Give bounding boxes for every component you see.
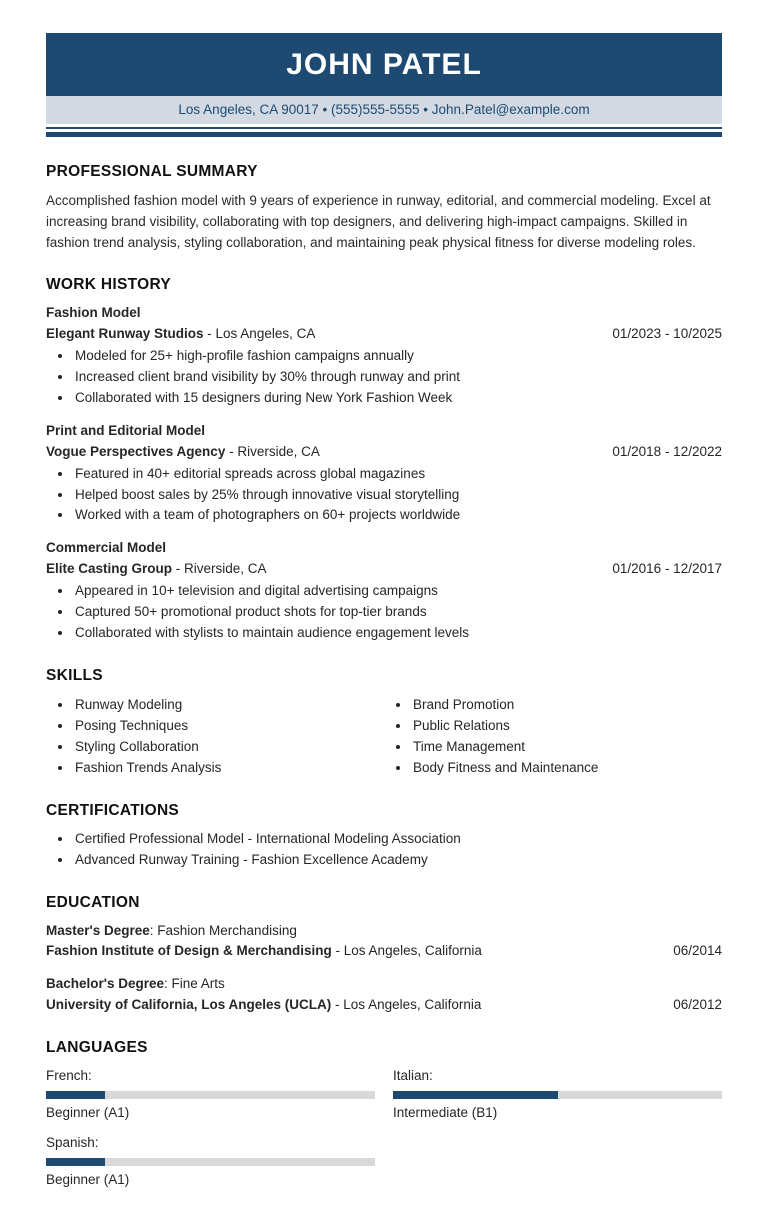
language-progress-fill xyxy=(46,1158,105,1166)
company-location: - Riverside, CA xyxy=(172,561,267,577)
skill-item: • Fashion Trends Analysis xyxy=(73,758,384,779)
language-progress-track xyxy=(46,1091,375,1099)
section-title-education: EDUCATION xyxy=(46,893,140,911)
job-company xyxy=(46,559,267,580)
job-role: Print and Editorial Model xyxy=(46,422,206,438)
education-entry xyxy=(46,921,722,963)
school-location: - Los Angeles, California xyxy=(331,997,482,1013)
skill-item: • Styling Collaboration xyxy=(73,737,384,758)
job-company xyxy=(46,442,320,463)
school-location: - Los Angeles, California xyxy=(331,943,482,959)
degree-field: : Fashion Merchandising xyxy=(149,922,297,938)
language-item xyxy=(46,1066,375,1124)
job-company-line xyxy=(46,442,722,463)
school-name: University of California, Los Angeles (UCLA) xyxy=(46,997,332,1013)
company-name: Vogue Perspectives Agency xyxy=(46,443,226,459)
education-date: 06/2012 xyxy=(673,997,722,1013)
job-role: Commercial Model xyxy=(46,540,167,556)
company-name: Elite Casting Group xyxy=(46,561,173,577)
contact-line: Los Angeles, CA 90017 • (555)555-5555 • John.Patel@example.com xyxy=(46,96,722,124)
education-degree-line xyxy=(46,921,722,942)
job-bullets xyxy=(73,346,722,409)
skills-column-left xyxy=(73,695,384,779)
skill-item: • Body Fitness and Maintenance xyxy=(411,758,722,779)
person-name: JOHN PATEL xyxy=(286,48,482,81)
education-entry xyxy=(46,974,722,1016)
job-bullet: • Appeared in 10+ television and digital advertising campaigns xyxy=(73,581,722,602)
skill-item: • Brand Promotion xyxy=(411,695,722,716)
language-progress-track xyxy=(393,1091,722,1099)
job-bullets xyxy=(73,581,722,644)
job-bullet: • Modeled for 25+ high-profile fashion campaigns annually xyxy=(73,346,722,367)
language-item xyxy=(393,1066,722,1124)
skill-item: • Runway Modeling xyxy=(73,695,384,716)
name-banner xyxy=(46,33,722,96)
job-entry xyxy=(46,538,722,644)
job-dates: 01/2016 - 12/2017 xyxy=(612,561,722,577)
certification-list xyxy=(73,829,722,871)
language-progress-track xyxy=(46,1158,375,1166)
education-school xyxy=(46,941,482,962)
language-level: Intermediate (B1) xyxy=(393,1105,498,1121)
skill-item: • Time Management xyxy=(411,737,722,758)
job-bullet: • Featured in 40+ editorial spreads across global magazines xyxy=(73,464,722,485)
language-name: French: xyxy=(46,1068,92,1084)
divider-thick xyxy=(46,132,722,137)
divider-thin xyxy=(46,127,722,129)
language-progress-fill xyxy=(46,1091,105,1099)
school-name: Fashion Institute of Design & Merchandising xyxy=(46,943,332,959)
skill-item: • Posing Techniques xyxy=(73,716,384,737)
job-bullet: • Collaborated with stylists to maintain audience engagement levels xyxy=(73,623,722,644)
job-bullet: • Captured 50+ promotional product shots for top-tier brands xyxy=(73,602,722,623)
job-company-line xyxy=(46,559,722,580)
certification-item: • Advanced Runway Training - Fashion Excellence Academy xyxy=(73,850,722,871)
section-title-work-history: WORK HISTORY xyxy=(46,276,172,294)
education-school-line xyxy=(46,995,722,1016)
skills-columns xyxy=(46,694,722,779)
education-school-line xyxy=(46,941,722,962)
section-title-summary: PROFESSIONAL SUMMARY xyxy=(46,163,258,180)
language-level: Beginner (A1) xyxy=(46,1105,130,1121)
education-date: 06/2014 xyxy=(673,943,722,959)
section-title-languages: LANGUAGES xyxy=(46,1039,148,1057)
job-bullet: • Worked with a team of photographers on 60+ projects worldwide xyxy=(73,505,722,526)
education-degree-line xyxy=(46,974,722,995)
skills-column-right xyxy=(411,695,722,779)
language-progress-fill xyxy=(393,1091,558,1099)
summary-text: Accomplished fashion model with 9 years of experience in runway, editorial, and commercial modeling. Excel at increasing brand visibility, collaborating with top designers, and delivering high-impact campaigns. Skilled in fashion trend analysis, styling collaboration, and maintaining peak physical fitness for diverse modeling roles. xyxy=(46,193,711,251)
job-bullet: • Collaborated with 15 designers during New York Fashion Week xyxy=(73,388,722,409)
job-entry xyxy=(46,303,722,409)
job-bullet: • Helped boost sales by 25% through innovative visual storytelling xyxy=(73,485,722,506)
education-school xyxy=(46,995,481,1016)
certification-item: • Certified Professional Model - International Modeling Association xyxy=(73,829,722,850)
job-company xyxy=(46,324,315,345)
company-name: Elegant Runway Studios xyxy=(46,326,204,342)
job-dates: 01/2018 - 12/2022 xyxy=(612,443,722,459)
language-item xyxy=(46,1133,375,1191)
company-location: - Riverside, CA xyxy=(225,443,320,459)
language-name: Spanish: xyxy=(46,1134,99,1150)
section-title-certifications: CERTIFICATIONS xyxy=(46,801,180,819)
job-entry xyxy=(46,421,722,527)
languages-grid xyxy=(46,1066,722,1190)
job-dates: 01/2023 - 10/2025 xyxy=(612,326,722,342)
language-level: Beginner (A1) xyxy=(46,1171,130,1187)
job-company-line xyxy=(46,324,722,345)
job-role: Fashion Model xyxy=(46,305,141,321)
skill-item: • Public Relations xyxy=(411,716,722,737)
job-bullets xyxy=(73,464,722,527)
degree-field: : Fine Arts xyxy=(164,976,225,992)
degree-name: Bachelor's Degree xyxy=(46,976,165,992)
job-bullet: • Increased client brand visibility by 30% through runway and print xyxy=(73,367,722,388)
language-name: Italian: xyxy=(393,1068,433,1084)
section-title-skills: SKILLS xyxy=(46,666,103,684)
company-location: - Los Angeles, CA xyxy=(203,326,316,342)
degree-name: Master's Degree xyxy=(46,922,150,938)
